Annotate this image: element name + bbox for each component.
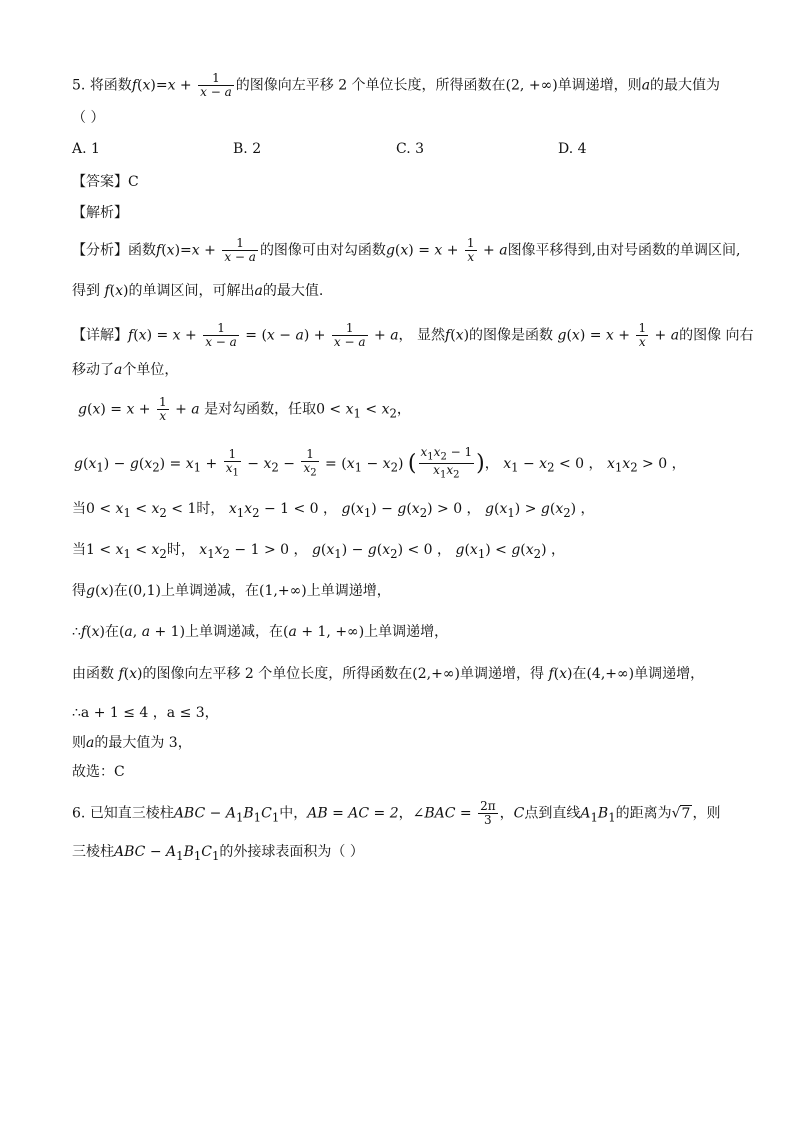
question-number: 5. bbox=[72, 77, 86, 94]
q6-stem-2: 三棱柱ABC − $A_1B_1C_1$的外接球表面积为（ ） bbox=[72, 844, 364, 863]
option-c: C. 3 bbox=[396, 141, 425, 157]
question-number: 6. bbox=[72, 805, 86, 822]
xiangjie-line-2: 移动了a个单位， bbox=[72, 362, 179, 378]
xiangjie-choice: 故选：C bbox=[72, 764, 125, 780]
fenxi-line-1: 【分析】函数f(x)=x + $\frac{1}{x - a}$ 的图像可由对勾函数g(x) = x + $\frac{1}{x}$ + a图像平移得到,由对号函数的单调区间, bbox=[72, 236, 741, 264]
q5-paren: （ ） bbox=[72, 110, 105, 126]
q5-stem: 5. 将函数f(x)=x + $\frac{1}{x - a}$ 的图像向左平移 2 个单位长度，所得函数在(2, +∞)单调递增，则a的最大值为 bbox=[72, 71, 721, 99]
xiangjie-line-6: 当$1 < x_1 < x_2$时， $x_1x_2 - 1 > 0$ ， $g(x_1) - g(x_2) < 0$ ， $g(x_1) < g(x_2)$ ， bbox=[72, 542, 566, 561]
xiangjie-line-10: ∴a + 1 ≤ 4 ，a ≤ 3， bbox=[72, 705, 219, 721]
option-b: B. 2 bbox=[233, 141, 262, 157]
xiangjie-line-9: 由函数 f(x)的图像向左平移 2 个单位长度，所得函数在(2,+∞)单调递增，得 f(x)在(4,+∞)单调递增， bbox=[72, 666, 705, 682]
xiangjie-line-5: 当$0 < x_1 < x_2 < 1$时， $x_1x_2 - 1 < 0$ ， $g(x_1) - g(x_2) > 0$ ， $g(x_1) > g(x_2)$ ， bbox=[72, 501, 595, 520]
xiangjie-line-1: 【详解】f(x) = x + $\frac{1}{x - a}$ = (x − a) + $\frac{1}{x - a}$ + a， 显然f(x)的图像是函数 g(x) = x + $\frac{1}{x}$ + a的图像 向右 bbox=[72, 321, 754, 349]
analysis-label: 【解析】 bbox=[72, 205, 128, 221]
option-a: A. 1 bbox=[72, 141, 100, 157]
answer-label: 【答案】C bbox=[72, 174, 139, 190]
xiangjie-line-11: 则a的最大值为 3， bbox=[72, 735, 192, 751]
option-d: D. 4 bbox=[558, 141, 587, 157]
xiangjie-line-4: $g(x_1) - g(x_2) = x_1$ + $\frac{1}{x_1}$ − $x_2$ − $\frac{1}{x_2}$ = $(x_1 - x_2)$ ( $\frac{x_1x_2 - 1}{x_1x_2}$ )， $x_1 - x_2 < 0$ ， $x_1x_2 > 0$ ， bbox=[74, 445, 686, 481]
xiangjie-line-8: ∴f(x)在(a, a + 1)上单调递减，在(a + 1, +∞)上单调递增， bbox=[72, 624, 449, 640]
q6-stem-1: 6. 已知直三棱柱ABC − $A_1B_1C_1$中，AB = AC = 2，∠BAC = $\frac{2\pi}{3}$ ，C点到直线$A_1B_1$的距离为√7 ，则 bbox=[72, 799, 721, 827]
xiangjie-line-3: g(x) = x + $\frac{1}{x}$ + a 是对勾函数，任取$0 < x_1 < x_2$， bbox=[78, 395, 411, 423]
fenxi-line-2: 得到 f(x)的单调区间，可解出a的最大值. bbox=[72, 283, 324, 299]
xiangjie-line-7: 得g(x)在(0,1)上单调递减，在(1,+∞)上单调递增， bbox=[72, 583, 391, 599]
